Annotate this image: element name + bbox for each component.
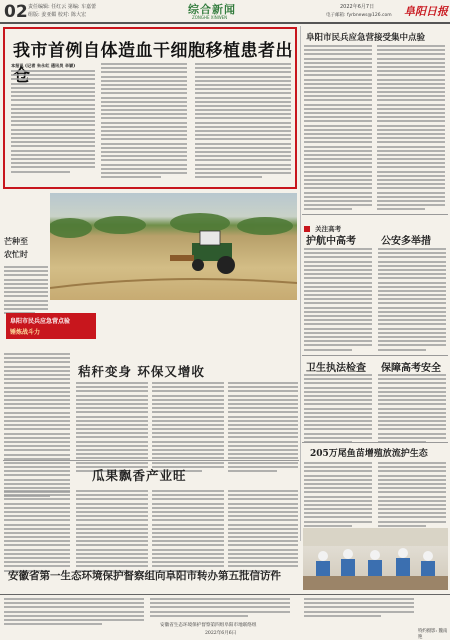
bottom-body-1: [4, 598, 144, 627]
paper-logo: 阜阳日报: [404, 5, 448, 18]
right-top-body-1: [304, 45, 372, 213]
logo-banner-line-1: 阜阳市民兵应急营点验: [10, 318, 71, 325]
bottom-rule: [0, 594, 450, 595]
seedling-body-1: [304, 462, 372, 529]
classroom-photo: [303, 528, 448, 590]
lead-story: [3, 27, 297, 189]
lead-headline: 我市首例自体造血干细胞移植患者出: [13, 41, 293, 61]
col-a-headline: 护航中高考: [306, 236, 356, 247]
footer-right: 特约摄影: 魏南艳: [418, 629, 448, 640]
tag-marker-icon: [304, 226, 310, 232]
melon-headline: 瓜果飘香产业旺: [92, 468, 187, 483]
tractor: [170, 231, 235, 274]
mid-headline-a: 卫生执法检查: [306, 363, 366, 374]
bottom-right-body: [304, 598, 414, 619]
col-a-body: [304, 248, 372, 353]
left-divider-1: [3, 460, 299, 461]
bottom-credit-date: 2022年6月6日: [205, 631, 237, 636]
bottom-credit: 安徽省生态环境保护督察第四组阜阳市地联络组: [160, 623, 257, 628]
seedling-body-2: [378, 462, 446, 529]
page-number: 02: [4, 2, 28, 22]
melon-body-1: [4, 490, 70, 574]
melon-body-3: [152, 490, 224, 574]
lead-byline: 本报讯 (记者 朱永红 通讯员 辛颖): [11, 63, 76, 68]
lead-body-col-3: [195, 63, 291, 180]
column-divider-right: [300, 26, 301, 541]
masthead-rule: [0, 22, 450, 24]
right-divider-2: [302, 355, 448, 356]
right-top-headline: 阜阳市民兵应急营接受集中点验: [306, 33, 426, 43]
editor-line-1: 责任编辑: 任红云 第编: 车嘉蕾: [28, 4, 97, 10]
right-divider-1: [302, 214, 448, 215]
melon-body-2: [76, 490, 148, 574]
right-top-story: [302, 27, 448, 217]
section-title: 综合新闻: [188, 3, 236, 16]
bottom-headline: 安徽省第一生态环境保护督察组向阜阳市转办第五批信访件: [8, 570, 281, 582]
caption-body: [4, 266, 48, 314]
col-b-body: [378, 248, 446, 353]
farm-scene: [50, 193, 297, 300]
issue-date: 2022年6月7日: [340, 4, 375, 10]
seedling-headline: 205万尾鱼苗增殖放流护生态: [310, 449, 428, 459]
right-divider-3: [302, 442, 448, 443]
email: 电子邮箱: fyrbnews@126.com: [326, 13, 392, 18]
mid-body-b: [378, 374, 446, 445]
col-b-headline: 公安多举措: [381, 236, 431, 247]
caption-title-1: 芒种至: [4, 236, 28, 246]
right-top-body-2: [377, 45, 445, 213]
classroom-scene: [303, 528, 448, 590]
photo-caption: [4, 236, 48, 316]
melon-body-4: [228, 490, 298, 574]
editor-line-2: 组版: 姜亚媚 校对: 陈大宏: [28, 12, 87, 18]
column-tag: [304, 218, 346, 233]
mid-headline-b: 保障高考安全: [381, 363, 441, 374]
straw-headline: 秸秆变身 环保又增收: [78, 364, 205, 379]
mid-body-a: [304, 374, 372, 445]
bottom-body-2: [150, 598, 290, 619]
left-mid-body-1: [4, 353, 70, 500]
lead-body-col-2: [101, 63, 187, 180]
section-subtitle: ZONGHE XINWEN: [192, 15, 228, 20]
tag-label: 关注高考: [315, 225, 342, 233]
logo-banner-line-2: 锤炼战斗力: [10, 329, 41, 336]
farm-photo: [50, 193, 297, 300]
masthead: [0, 0, 450, 24]
caption-title-2: 农忙时: [4, 249, 28, 259]
lead-body-col-1: [11, 70, 95, 175]
logo-banner: [6, 313, 96, 339]
